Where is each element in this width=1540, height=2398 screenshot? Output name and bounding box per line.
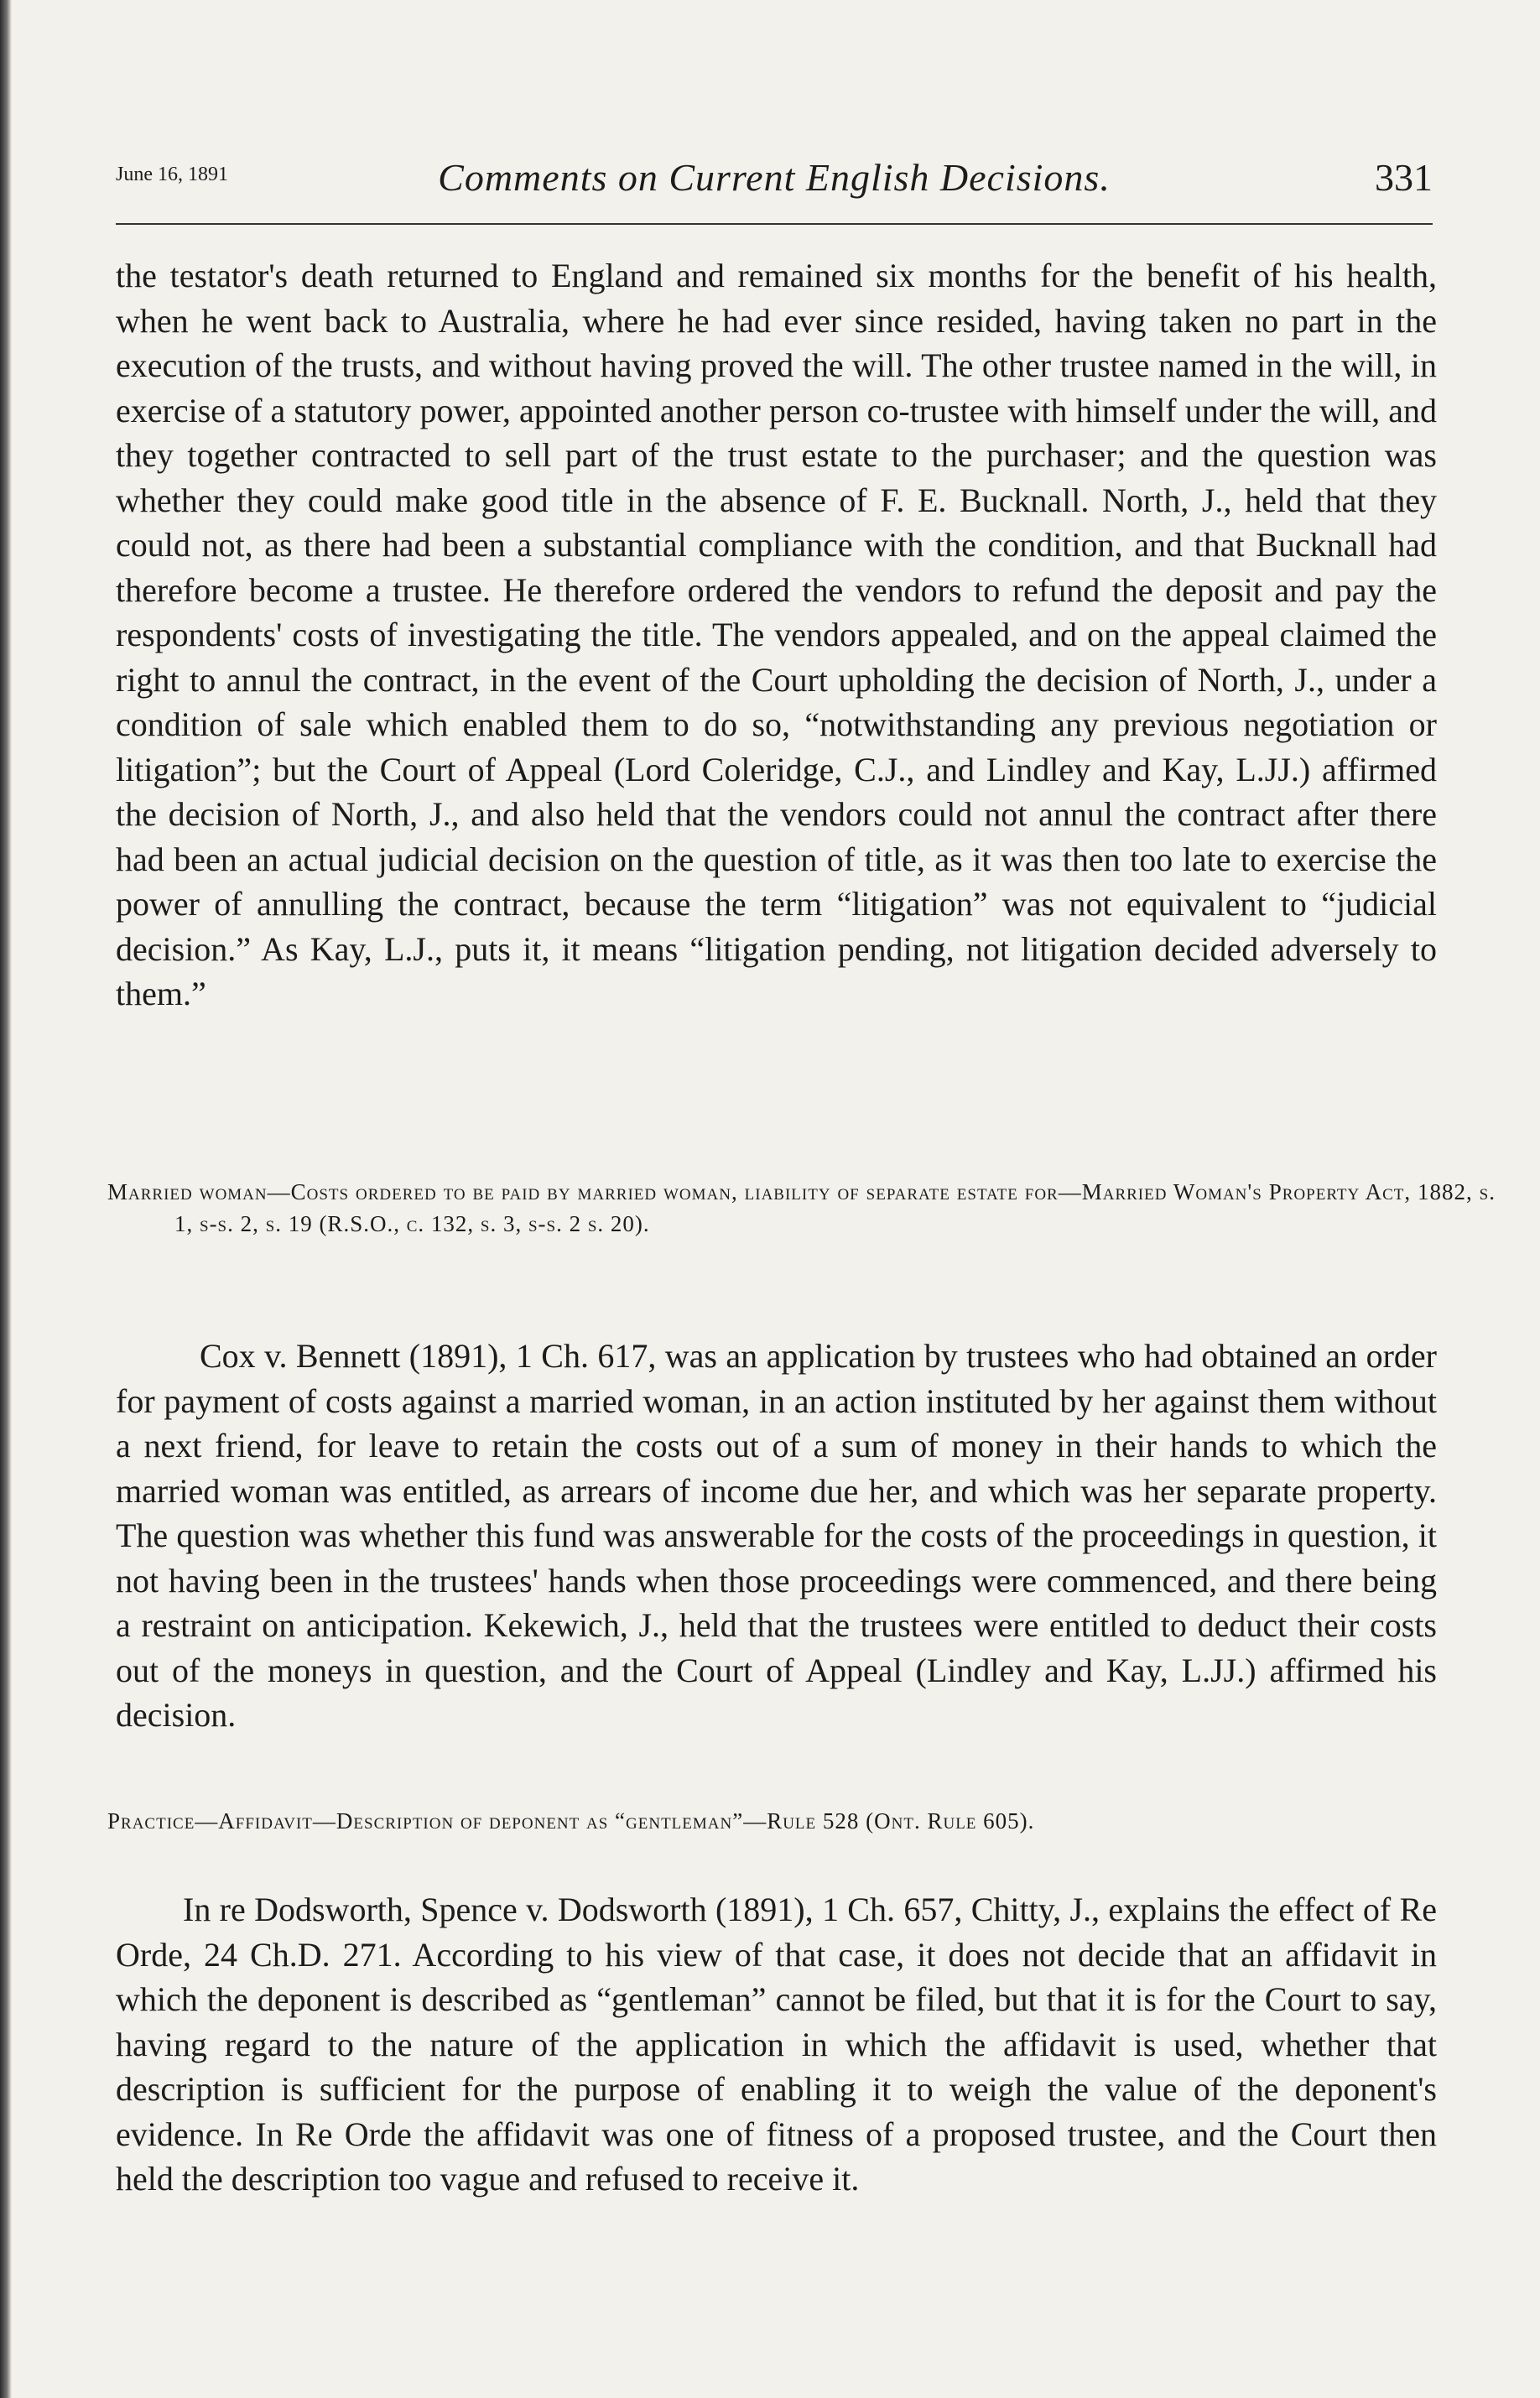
paragraph-cox-v-bennett: Cox v. Bennett (1891), 1 Ch. 617, was an application by trustees who had obtained an order for payment of costs against a married woman, in an action instituted by her against them without a next friend, for leave to retain the costs out of a sum of money in their hands to which the married woman was entitled, as arrears of income due her, and which was her separate property. The question was whether this fund was answerable for the costs of the proceedings in question, it not having been in the trustees' hands when those proceedings were commenced, and there being a restraint on anticipation. Kekewich, J., held that the trustees were entitled to deduct their costs out of the moneys in question, and the Court of Appeal (Lindley and Kay, L.JJ.) affirmed his decision.	[116, 1337, 1437, 1734]
paragraph-re-dodsworth: In re Dodsworth, Spence v. Dodsworth (1891), 1 Ch. 657, Chitty, J., explains the effect of Re Orde, 24 Ch.D. 271. According to his view of that case, it does not decide that an affidavit in which the deponent is described as “gentleman” cannot be filed, but that it is for the Court to say, having regard to the nature of the application in which the affidavit is used, whether that description is sufficient for the purpose of enabling it to weigh the value of the deponent's evidence. In Re Orde the affidavit was one of fitness of a proposed trustee, and the Court then held the description too vague and refused to receive it.	[116, 1891, 1437, 2198]
paragraph-continuation: the testator's death returned to England and remained six months for the benefit of his health, when he went back to Australia, where he had ever since resided, having taken no part in the execution of the trusts, and without having proved the will. The other trustee named in the will, in exercise of a statutory power, appointed another person co-trustee with himself under the will, and they together contracted to sell part of the trust estate to the purchaser; and the question was whether they could make good title in the absence of F. E. Bucknall. North, J., held that they could not, as there had been a substantial compliance with the condition, and that Bucknall had therefore become a trustee. He therefore ordered the vendors to refund the deposit and pay the respondents' costs of investigating the title. The vendors appealed, and on the appeal claimed the right to annul the contract, in the event of the Court upholding the decision of North, J., under a condition of sale which enabled them to do so, “notwithstanding any previous negotiation or litigation”; but the Court of Appeal (Lord Coleridge, C.J., and Lindley and Kay, L.JJ.) affirmed the decision of North, J., and also held that the vendors could not annul the contract after there had been an actual judicial decision on the question of title, as it was then too late to exercise the power of annulling the contract, because the term “litigation” was not equivalent to “judicial decision.” As Kay, L.J., puts it, it means “litigation pending, not litigation decided adversely to them.”	[116, 257, 1437, 1012]
subject-heading-practice-affidavit: Practice—Affidavit—Description of deponent as “gentleman”—Rule 528 (Ont. Rule 605).	[107, 1808, 1035, 1834]
header-rule	[116, 223, 1433, 225]
page-binding-edge	[0, 0, 12, 2398]
subject-heading-married-woman: Married woman—Costs ordered to be paid by married woman, liability of separate estate for—Married Woman's Property Act, 1882, s. 1, s-s. 2, s. 19 (R.S.O., c. 132, s. 3, s-s. 2 s. 20).	[107, 1179, 1496, 1236]
page-number: 331	[1375, 156, 1433, 199]
running-header	[116, 155, 1433, 214]
issue-date: June 16, 1891	[116, 164, 228, 185]
running-title: Comments on Current English Decisions.	[438, 156, 1111, 199]
